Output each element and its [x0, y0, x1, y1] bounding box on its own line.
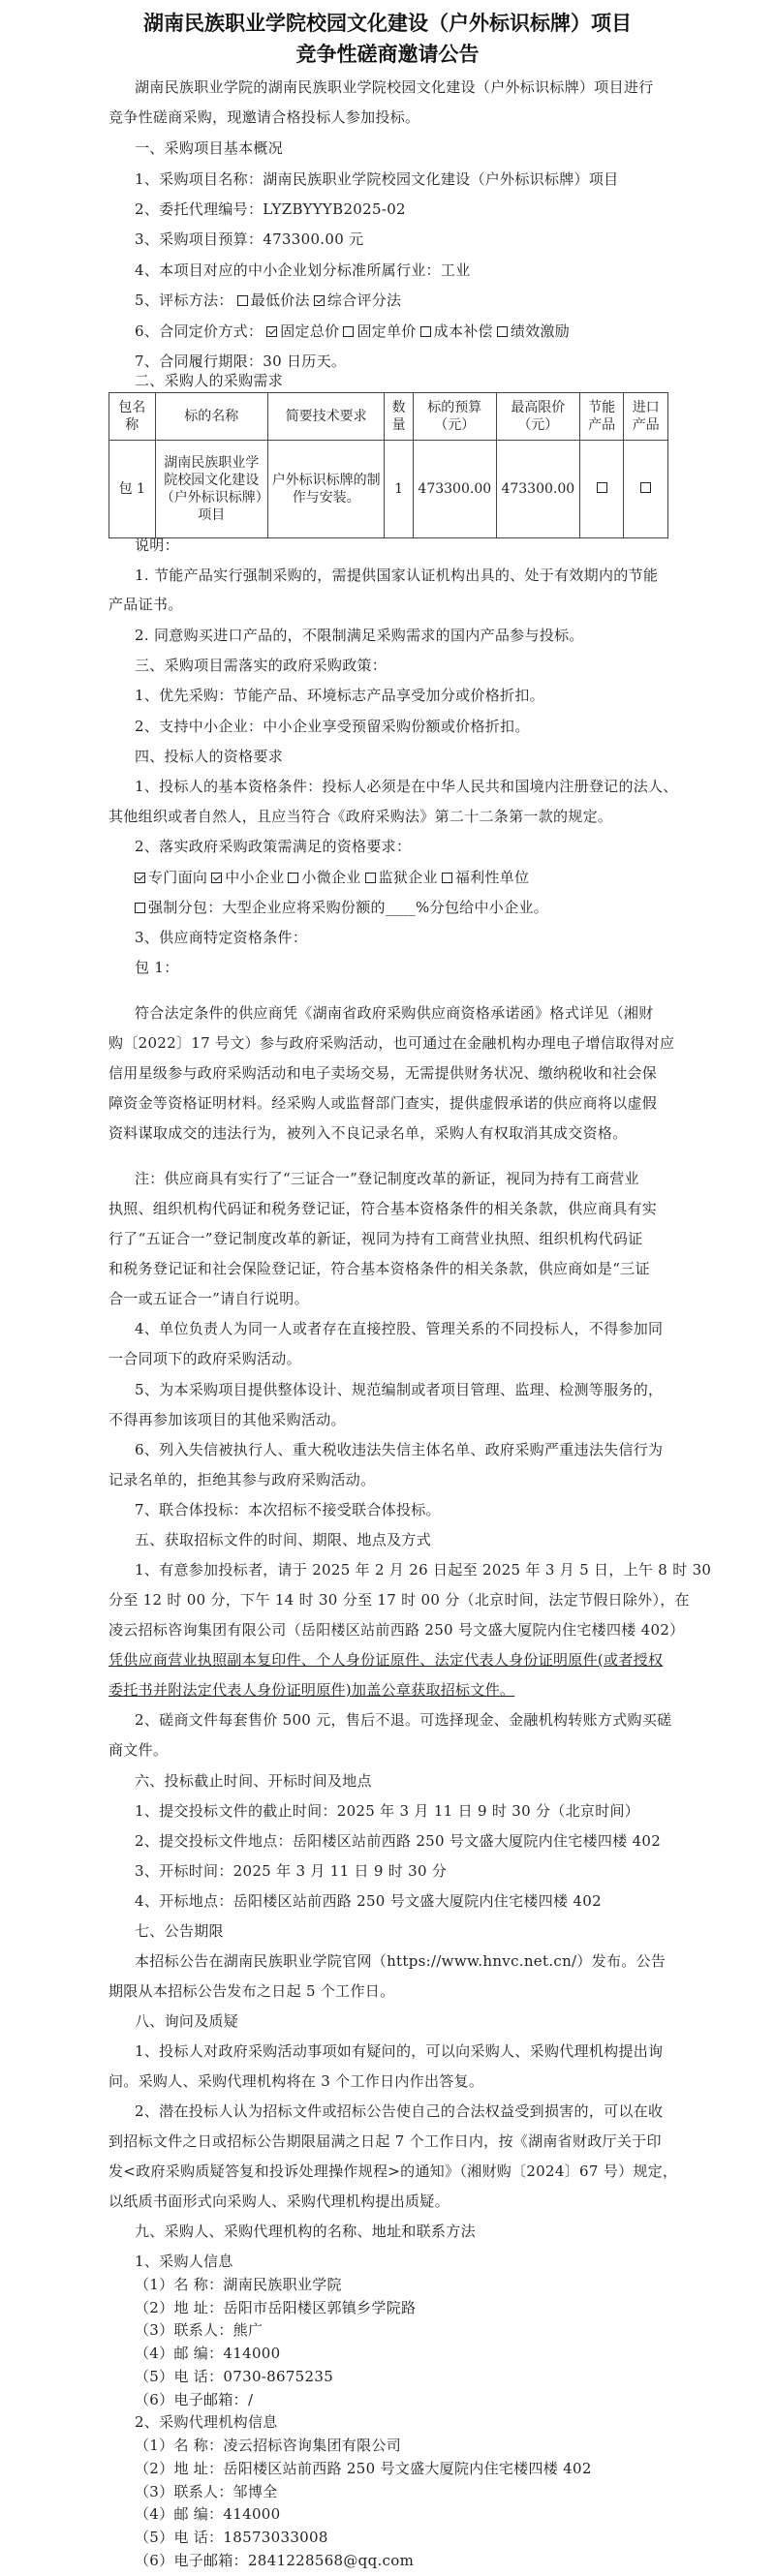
section-heading: 二、采购人的采购需求 [135, 372, 284, 389]
table-cell [624, 441, 668, 538]
package-label: 包 1： [135, 959, 179, 976]
purchaser-postcode: （4）邮 编：414000 [135, 2345, 281, 2363]
option-fixed-total: 固定总价 [280, 322, 340, 340]
project-budget: 3、采购项目预算：473300.00 元 [135, 230, 364, 248]
purchaser-phone: （5）电 话：0730-8675235 [135, 2367, 334, 2385]
paragraph-line: 执照、组织机构代码证和税务登记证，符合基本资格条件的相关条款，供应商具有实 [108, 1200, 658, 1217]
checkbox-icon [597, 482, 607, 493]
paragraph-line: 以纸质书面形式向采购人、采购代理机构提出质疑。 [108, 2193, 450, 2210]
section-heading: 一、采购项目基本概况 [135, 139, 284, 157]
table-header: 最高限价（元） [496, 393, 579, 441]
checkbox-icon [640, 482, 651, 493]
table-cell: 1 [385, 441, 413, 538]
checkbox-icon [365, 873, 376, 883]
paragraph-line: 2、磋商文件每套售价 500 元，售后不退。可选择现金、金融机构转账方式购买磋 [135, 1711, 672, 1729]
project-name: 1、采购项目名称：湖南民族职业学院校园文化建设（户外标识标牌）项目 [135, 170, 619, 188]
requirements-table [108, 392, 668, 538]
table-cell: 473300.00 [496, 441, 579, 538]
page-subtitle: 竞争性磋商邀请公告 [295, 43, 480, 66]
table-header: 简要技术要求 [267, 393, 384, 441]
paragraph-line: 合一或五证合一”请自行说明。 [108, 1290, 309, 1307]
paragraph-line: 资料谋取成交的违法行为，被列入不良记录名单，采购人有权取消其成交资格。 [108, 1124, 628, 1142]
paragraph-line: 凌云招标咨询集团有限公司（岳阳楼区站前西路 250 号文盛大厦院内住宅楼四楼 402） [108, 1621, 685, 1639]
forced-text: 强制分包：大型企业应将采购份额的 [148, 899, 386, 916]
agency-contact: （3）联系人：邹博全 [135, 2482, 278, 2500]
table-header: 包名称 [109, 393, 156, 441]
option-cost-plus: 成本补偿 [433, 322, 493, 340]
pricing-label: 6、合同定价方式： [135, 322, 264, 340]
policy-item: 2、支持中小企业：中小企业享受预留采购份额或价格折扣。 [135, 718, 530, 735]
table-header-row [109, 393, 668, 441]
note-line: 1. 节能产品实行强制采购的，需提供国家认证机构出具的、处于有效期内的节能 [135, 567, 659, 584]
section-heading: 三、采购项目需落实的政府采购政策： [135, 657, 388, 674]
evaluation-method [135, 291, 401, 310]
checkbox-checked-icon [266, 326, 277, 337]
checkbox-checked-icon [135, 873, 145, 883]
paragraph-line: 商文件。 [108, 1741, 169, 1759]
subsection-heading: 1、采购人信息 [135, 2253, 233, 2270]
checkbox-icon [497, 326, 508, 337]
option-prison: 监狱企业 [378, 869, 438, 886]
agency-email: （6）电子邮箱：2841228568@qq.com [135, 2552, 415, 2569]
checkbox-icon [420, 326, 431, 337]
paragraph-line: 6、列入失信被执行人、重大税收违法失信主体名单、政府采购严重违法失信行为 [135, 1441, 664, 1458]
deadline-item: 2、提交投标文件地点：岳阳楼区站前西路 250 号文盛大厦院内住宅楼四楼 402 [135, 1832, 662, 1850]
contract-pricing [135, 322, 570, 341]
paragraph-line: 一合同项下的政府采购活动。 [108, 1350, 301, 1367]
paragraph-line: 问。采购人、采购代理机构将在 3 个工作日内作出答复。 [108, 2072, 484, 2090]
agency-postcode: （4）邮 编：414000 [135, 2505, 281, 2524]
section-heading: 九、采购人、采购代理机构的名称、地址和联系方法 [135, 2223, 476, 2240]
paragraph-line: 注：供应商具有实行了“三证合一”登记制度改革的新证，视同为持有工商营业 [135, 1170, 639, 1187]
section-heading: 六、投标截止时间、开标时间及地点 [135, 1772, 372, 1790]
qualification-line: 3、供应商特定资格条件： [135, 929, 308, 946]
contract-period: 7、合同履行期限：30 日历天。 [135, 353, 347, 370]
note-line: 产品证书。 [108, 596, 183, 613]
paragraph-line: 符合法定条件的供应商凭《湖南省政府采购供应商资格承诺函》格式详见（湘财 [135, 1004, 654, 1022]
agency-address: （2）地 址：岳阳楼区站前西路 250 号文盛大厦院内住宅楼四楼 402 [135, 2459, 592, 2477]
checkbox-icon [343, 326, 354, 337]
section-heading: 八、询问及质疑 [135, 2012, 239, 2030]
table-header: 节能产品 [579, 393, 624, 441]
qualification-line: 1、投标人的基本资格条件：投标人必须是在中华人民共和国境内注册登记的法人、 [135, 778, 678, 795]
option-micro: 小微企业 [301, 869, 361, 886]
deadline-item: 1、提交投标文件的截止时间：2025 年 3 月 11 日 9 时 30 分（北京时间） [135, 1802, 640, 1820]
paragraph-line: 障资金等资格证明材料。经采购人或监督部门查实，提供虚假承诺的供应商将以虚假 [108, 1094, 658, 1112]
table-header: 标的预算（元） [413, 393, 496, 441]
checkbox-icon [442, 873, 452, 883]
intro-line: 湖南民族职业学院的湖南民族职业学院校园文化建设（户外标识标牌）项目进行 [135, 78, 654, 96]
section-heading: 四、投标人的资格要求 [135, 748, 284, 765]
option-comprehensive: 综合评分法 [326, 291, 402, 309]
paragraph-line: 5、为本采购项目提供整体设计、规范编制或者项目管理、监理、检测等服务的， [135, 1381, 664, 1398]
table-cell: 包 1 [109, 441, 156, 538]
deadline-item: 4、开标地点：岳阳楼区站前西路 250 号文盛大厦院内住宅楼四楼 402 [135, 1892, 602, 1910]
table-cell: 473300.00 [413, 441, 496, 538]
forced-text: %分包给中小企业。 [416, 899, 548, 916]
paragraph-line: 凭供应商营业执照副本复印件、个人身份证原件、法定代表人身份证明原件(或者授权 [108, 1651, 664, 1669]
agency-name: （1）名 称：凌云招标咨询集团有限公司 [135, 2437, 402, 2455]
purchaser-email: （6）电子邮箱：/ [135, 2390, 254, 2408]
paragraph-line: 期限从本招标公告发布之日起 5 个工作日。 [108, 1982, 395, 2000]
agency-phone: （5）电 话：18573033008 [135, 2529, 328, 2547]
table-row [109, 441, 668, 538]
section-heading: 七、公告期限 [135, 1922, 224, 1940]
paragraph-line: 分至 12 时 00 分，下午 14 时 30 分至 17 时 00 分（北京时间，法定节假日除外），在 [108, 1591, 690, 1609]
page-title: 湖南民族职业学院校园文化建设（户外标识标牌）项目 [143, 12, 632, 35]
purchaser-contact: （3）联系人：熊广 [135, 2321, 264, 2340]
option-incentive: 绩效激励 [510, 322, 571, 340]
qualification-line: 其他组织或者自然人，且应当符合《政府采购法》第二十二条第一款的规定。 [108, 808, 613, 825]
option-dedicated: 专门面向 [148, 869, 208, 886]
policy-item: 1、优先采购：节能产品、环境标志产品享受加分或价格折扣。 [135, 687, 544, 704]
purchaser-address: （2）地 址：岳阳市岳阳楼区郭镇乡学院路 [135, 2298, 417, 2316]
paragraph-line: 和税务登记证和社会保险登记证，符合基本资格条件的相关条款，供应商如是“三证 [108, 1260, 650, 1277]
paragraph-line: 本招标公告在湖南民族职业学院官网（https://www.hnvc.net.cn/）发布。公告 [135, 1952, 666, 1970]
table-header: 数量 [385, 393, 413, 441]
note-line: 2. 同意购买进口产品的，不限制满足采购需求的国内产品参与投标。 [135, 627, 584, 644]
deadline-item: 3、开标时间：2025 年 3 月 11 日 9 时 30 分 [135, 1862, 448, 1880]
option-fixed-unit: 固定单价 [356, 322, 417, 340]
paragraph-line: 2、潜在投标人认为招标文件或招标公告使自己的合法权益受到损害的，可以在收 [135, 2102, 664, 2120]
checkbox-checked-icon [211, 873, 222, 883]
paragraph-line: 4、单位负责人为同一人或者存在直接控股、管理关系的不同投标人，不得参加同 [135, 1320, 664, 1337]
checkbox-icon [288, 873, 298, 883]
paragraph-line: 7、联合体投标：本次招标不接受联合体投标。 [135, 1501, 441, 1518]
note-label: 说明： [135, 537, 179, 554]
policy-options [131, 868, 529, 887]
subsection-heading: 2、采购代理机构信息 [135, 2413, 278, 2432]
checkbox-icon [135, 903, 145, 913]
paragraph-line: 购〔2022〕17 号文）参与政府采购活动，也可通过在金融机构办理电子增信取得对应 [108, 1034, 675, 1052]
purchaser-name: （1）名 称：湖南民族职业学院 [135, 2275, 342, 2293]
option-sme: 中小企业 [225, 869, 285, 886]
agency-code: 2、委托代理编号：LYZBYYYB2025-02 [135, 200, 406, 218]
evaluation-label: 5、评标方法： [135, 291, 233, 309]
section-heading: 五、获取招标文件的时间、期限、地点及方式 [135, 1531, 432, 1549]
forced-subcontract [131, 898, 548, 917]
table-header: 进口产品 [624, 393, 668, 441]
option-lowest-price: 最低价法 [250, 291, 310, 309]
table-header: 标的名称 [155, 393, 267, 441]
table-cell: 湖南民族职业学院校园文化建设（户外标识标牌）项目 [155, 441, 267, 538]
intro-line: 竞争性磋商采购，现邀请合格投标人参加投标。 [108, 108, 420, 126]
table-cell [579, 441, 624, 538]
table-cell: 户外标识标牌的制作与安装。 [267, 441, 384, 538]
paragraph-line: 发<政府采购质疑答复和投诉处理操作规程>的通知》（湘财购〔2024〕67 号）规定， [108, 2162, 678, 2180]
industry-type: 4、本项目对应的中小企业划分标准所属行业：工业 [135, 261, 471, 279]
paragraph-line: 1、投标人对政府采购活动事项如有疑问的，可以向采购人、采购代理机构提出询 [135, 2042, 664, 2060]
paragraph-line: 行了“五证合一”登记制度改革的新证，视同为持有工商营业执照、组织机构代码证 [108, 1230, 643, 1247]
checkbox-icon [237, 295, 248, 306]
paragraph-line: 到招标文件之日或招标公告期限届满之日起 7 个工作日内，按《湖南省财政厅关于印 [108, 2132, 662, 2150]
paragraph-line: 委托书并附法定代表人身份证明原件)加盖公章获取招标文件。 [108, 1681, 515, 1699]
paragraph-line: 不得再参加该项目的其他采购活动。 [108, 1411, 346, 1428]
qualification-line: 2、落实政府采购政策需满足的资格要求： [135, 838, 412, 855]
paragraph-line: 1、有意参加投标者，请于 2025 年 2 月 26 日起至 2025 年 3 月 5 日，上午 8 时 30 [135, 1561, 712, 1579]
paragraph-line: 记录名单的，拒绝其参与政府采购活动。 [108, 1471, 376, 1488]
option-welfare: 福利性单位 [454, 869, 530, 886]
paragraph-line: 信用星级参与政府采购活动和电子卖场交易，无需提供财务状况、缴纳税收和社会保 [108, 1064, 658, 1082]
checkbox-checked-icon [314, 295, 325, 306]
blank-field: ____ [385, 899, 417, 916]
